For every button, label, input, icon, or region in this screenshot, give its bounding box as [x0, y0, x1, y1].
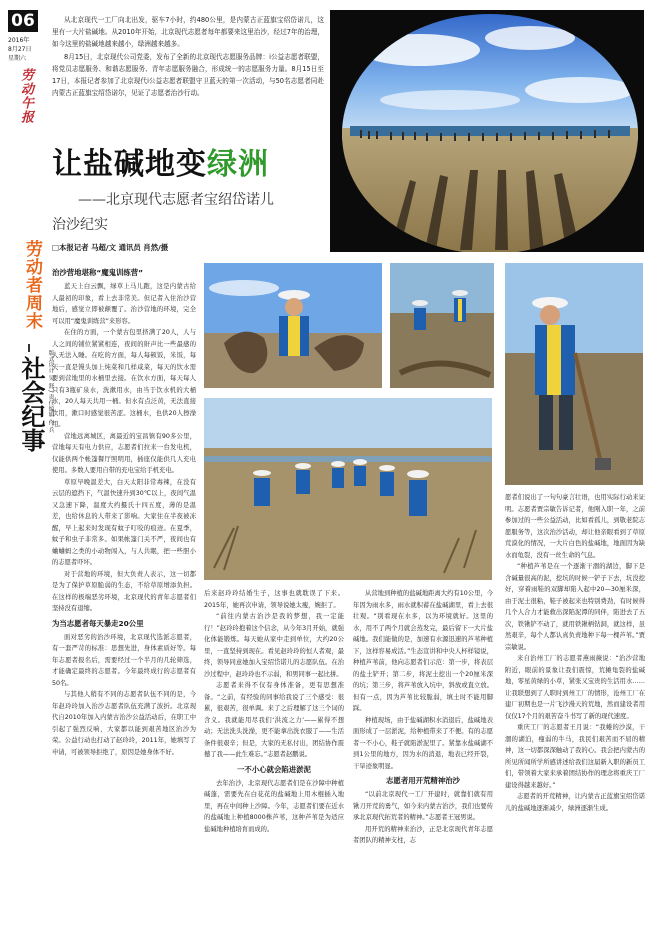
column4-paragraph-4: 重庆工厂的志愿者王月说：“我蜷的沙漠，干涸的湖泊，瘦弱的牛马，我民们艰苦而不屈的精神，这一切都深深触动了我的心。我会把内蒙古的所见所闻所学所感讲述给我们这届新入职的新员工们，带领着大家来承着团结协作的理念将重庆工厂建设得越来越好。” — [505, 724, 645, 789]
article-column-3 — [353, 588, 493, 932]
column1-paragraph-3: 营地远离城区，离最近的宝昌镇有90多公里，营地每天有电力供应，志愿者们拉来一台发电机，仅能供两个帐篷餐厅照明用，插座仅能供几人充电使用。多数人要用自带的充电宝给手机充电。 — [52, 432, 196, 474]
headline — [52, 147, 332, 183]
column1-paragraph-5: 对于营地的环境，但大负责人表示，这一切都是为了保护草原脆弱的生态，不给草原增添负担。在这样的极端恶劣环境，北京现代的青年志愿者们坚持没有退缩。 — [52, 570, 196, 612]
column3-paragraph-4: 用开荒的精神来治沙，正是北京现代青年志愿者团队的精神支柱，志 — [353, 825, 493, 844]
column4-paragraph-5: 志愿者的开荒精神，让内蒙古正蓝旗宝绍岱诺儿的盐碱地逐渐减少，绿洲逐渐生成。 — [505, 793, 645, 812]
article-column-1 — [52, 264, 196, 932]
section-label — [8, 240, 56, 466]
section-label-bottom: 社会纪事 — [17, 356, 46, 452]
column4-paragraph-3: 来自治州工厂的志愿者燕雨薇说：“治沙营地附近，眼前的景象让我们震惊，荒摊龟裂的盐碱地，零星黄绿的小草，紧张又宝贵的生活用水……让我联想到了人职时到州工厂的情形，沧州工厂在建厂初期也是一片飞沙漫天的荒地，然而建设者用仅仅17个月的艰苦奋斗书写了新的现代速度。 — [505, 655, 645, 720]
headline-subtitle-1: ——北京现代志愿者宝绍岱诺儿 — [78, 192, 274, 208]
intro-text — [52, 14, 324, 99]
date-day: 8月27日 — [8, 46, 32, 53]
fisheye-group-photo — [330, 10, 644, 252]
column3-paragraph-2: 种植现场，由于盐碱湖积水消退后，盐碱地表面形成了一层淤泥，给种植带来了不便。有的志愿者一不小心，鞋子就陷淤泥里了。紧靠水盐碱湖不到1公里的地方，因为水的消退，地表已经开裂，干旱迹象明显。 — [353, 716, 493, 770]
byline: □本报记者 马超/文 通讯员 肖然/摄 — [52, 243, 169, 252]
column1-paragraph-4: 草原早晚温差大，白天太阳非常毒辣，在没有云层的遮挡下，气温快速升到30℃以上，夜间气温又急速下降，温度大约摄氏十四五度，薄的是温差，也给休息的人带来了影响。大家住在半夜被冻醒，早上起来时发现有蚊子叮咬的痕迹。在夏季，蚊子和虫子非常多。如果帐篷门关不严，夜间也有蛐蛐蚂之类的小动物闯入，与人共眠，把一些胆小的志愿者吓坏。 — [52, 478, 196, 566]
masthead — [8, 10, 44, 148]
intro-paragraph-2: 8月15日，北京现代公司党委，发布了全新的北京现代志愿服务品牌：i公益志愿者联盟，将党员志愿服务、和谐志愿服务、青年志愿服务融合，形成统一的志愿服务力量。8月15日至17日，本报记者参加了北京现代i公益志愿者联盟守卫蓝天的第一次活动，与50名志愿者同赴内蒙古正蓝旗宝绍岱诺尔，见证了志愿者治沙行动。 — [52, 52, 324, 98]
section-label-top: 劳动者周末 — [22, 240, 42, 330]
subheading-mud-trap: 一不小心就会陷进淤泥 — [237, 764, 311, 774]
column3-paragraph-3: “以前北京现代一工厂开建时，就靠们就有用锹刀开荒的勇气，如今来内蒙古治沙，我们也要传承北京现代拓荒者的精神。”志愿者王冠男说。 — [353, 791, 493, 821]
column2-paragraph-4: 去年治沙，北京现代志愿者们是在沙障中种植碱蓬，需要先在白花花的盐碱地上用木棍插入地里，再在中间种上沙障。今年，志愿者们要在近水的盐碱地上种植8000株芦苇，这种芦苇是为适应盐碱地种植培育而成的。 — [204, 779, 344, 833]
headline-main: 让盐碱地变 — [52, 147, 207, 182]
page-number: 06 — [8, 10, 38, 32]
photo-volunteer-with-shovel — [505, 263, 643, 485]
article-column-4 — [505, 492, 645, 932]
column4-paragraph-2: “种植芦苇是在一个逐渐干涸的湖边，脚下是含碱量很高的泥，挖坑的时候一铲子下去，坑没挖好，穿着雨鞋的双脚却陷入起中20—30厘米深，由于泥土很粘，鞋子被起来也特别费劲，有时候得几个人合力才能救出深陷泥潭的同伴，陷进去了五次，铁锹铲不动了，就用铁锹柄钻洞，就这样，虽然艰辛，每个人都认真负责地种下每一棵芦苇。”贾宗敏说。 — [505, 563, 645, 651]
column1-paragraph-7: 与其他人稍有不同的志愿者队伍不同的是，今年赵玲玲加入治沙志愿者队伍充满了波折。北京现代自2010年加入内蒙古治沙公益活动后，在职工中引起了强烈反响，大家都以能到艰苦地区治沙为荣。公益行动也打动了赵玲玲，2011年，她填写了申请，可被领导拒绝了，原因是她身体不好。 — [52, 691, 196, 756]
column2-paragraph-3: 志愿者来得不仅有身体准备，更有思想准备。“之前，有经验的同事给我说了三个感受：很累，很艰苦，很单调。来了之后理解了这三个词的含义。我就能用尽我们‘洪流之力’——累得不想动；无法洗头洗澡，更不能拿出洗衣服了——生活条件很艰辛；但是，大家的无私付出，团结协作震撼了我——此生难忘。”志愿者赵鹏说。 — [204, 682, 344, 758]
photo-art-3 — [505, 263, 643, 485]
photo-volunteers-digging — [390, 263, 494, 388]
subheading-training-camp: 治沙营地堪称“魔鬼训练营” — [52, 268, 144, 277]
column2-paragraph-2: “前往内蒙古治沙是我的梦想，我一定能行！”赵玲玲抱着这个信念，从今年3月开始，就强化体能锻炼。每天她从家中走到单位，大约20公里，一直坚持到现在。看见赵玲玲的恒人者观，最终，领导同意她加入宝绍岱诺儿的志愿队伍。在治沙过程中，赵玲玲也不示弱，和男同事一起比拼。 — [204, 613, 344, 678]
subheading-walk-20km: 为当志愿者每天暴走20公里 — [52, 618, 144, 628]
headline-block — [52, 147, 332, 253]
photo-art-4 — [204, 398, 492, 580]
column4-paragraph-1: 愿者们说出了一句句豪言壮语，也用实际行动来证明。志愿者贾宗敏告诉记者，他刚入职一年，之前参加过的一些公益活动，比如看孤儿，到敬老院志愿服务等，这次治沙活动，却让他亲眼看到了草原荒漠化的情况，一大片白色的盐碱地，地面因为缺水而龟裂，没有一丝生命的气息。 — [505, 494, 645, 559]
photo-art-2 — [390, 263, 494, 388]
editors-credit: 版式设计 吴 舒 / 责任编辑 佟 兵 — [47, 350, 53, 433]
photo-art-1 — [204, 263, 382, 388]
photo-volunteer-holding-roots — [204, 263, 382, 388]
date-year: 2016年 — [8, 37, 30, 44]
section-divider — [28, 344, 30, 352]
photo-volunteers-planting-reeds — [204, 398, 492, 580]
date-weekday: 星期六 — [8, 55, 27, 62]
intro-paragraph-1: 从北京现代一工厂向北出发，驱车7小时，约480公里，是内蒙古正蓝旗宝绍岱诺儿，这里有一大片盐碱地。从2010年开始，北京现代志愿者每年都要来这里治沙，经过7年的治理，如今这里的盐碱地越来越小，绿洲越来越多。 — [52, 16, 324, 49]
column2-paragraph-1: 后来赵玲玲结婚生子，这事也就耽误了下来。2015年，她再次申请，领导说她太瘦，婉拒了。 — [204, 590, 344, 609]
fisheye-photo-art — [330, 10, 644, 252]
headline-accent: 绿洲 — [207, 147, 269, 182]
column1-paragraph-1: 蓝天上白云飘，绿草上马儿跑，这是内蒙古给人最初的印象，看上去非常美。但记者入住治沙营地后，感觉立即被颠覆了。治沙营地的环境，完全可以用“魔鬼训练营”来形容。 — [52, 283, 196, 325]
column1-paragraph-6: 面对恶劣的治沙环境，北京现代选派志愿者，有一套严苛的标准：思想先进，身体素质好等。每年志愿者报名后，需要经过一个半月的几轮筛选，才能确定最终的志愿者。今年最终成行的志愿者有50名。 — [52, 633, 196, 687]
paper-name-logo: 劳动午报 — [18, 68, 33, 124]
subheading-pioneer-spirit: 志愿者用开荒精神治沙 — [386, 776, 460, 785]
article-column-2 — [204, 588, 344, 932]
headline-subtitle-2: 治沙纪实 — [52, 217, 108, 233]
column3-paragraph-1: 从营地到种植的盐碱地距离大约有10公里，今年因为雨水多，雨水就积蓄在盐碱湖里，看上去很壮观。“别看现在水多，以为环境就好。这里的水，用不了两个月就会蒸发完，最后留下一大片盐碱地。我们能做的是，加速有水源迅速的芦苇种植下，这样容易成活。”生态宣讲和中央人杯样镜说，种植芦苇前，他向志愿者们示范：第一步，将表层的盐土铲开；第二步，将泥土挖出一个20厘米深的坑；第三步，将芦苇放入坑中，斜放或直立放。但有一点，因为芦苇比较脆弱，填土时不能用脚踩。 — [353, 590, 493, 712]
column1-paragraph-2: 在住的方面，一个蒙古包里挤满了20人，人与人之间的铺位紧紧相连，夜间的鼾声比一些最感的人无法入睡。在吃的方面，每人每顿饭，米饭，每天一直是馒头加上炖菜和几样咸菜，每天的饮水需要到营地里的水桶里去接。在饮水方面，每天每人只有3瓶矿泉水，洗漱用水，由当于饮水机的大桶水，20人每天共用一桶。但水有点泛黄，无法直接饮用，漱口时感觉很苦涩。这桶水，也供20人擦澡用。 — [52, 329, 196, 428]
